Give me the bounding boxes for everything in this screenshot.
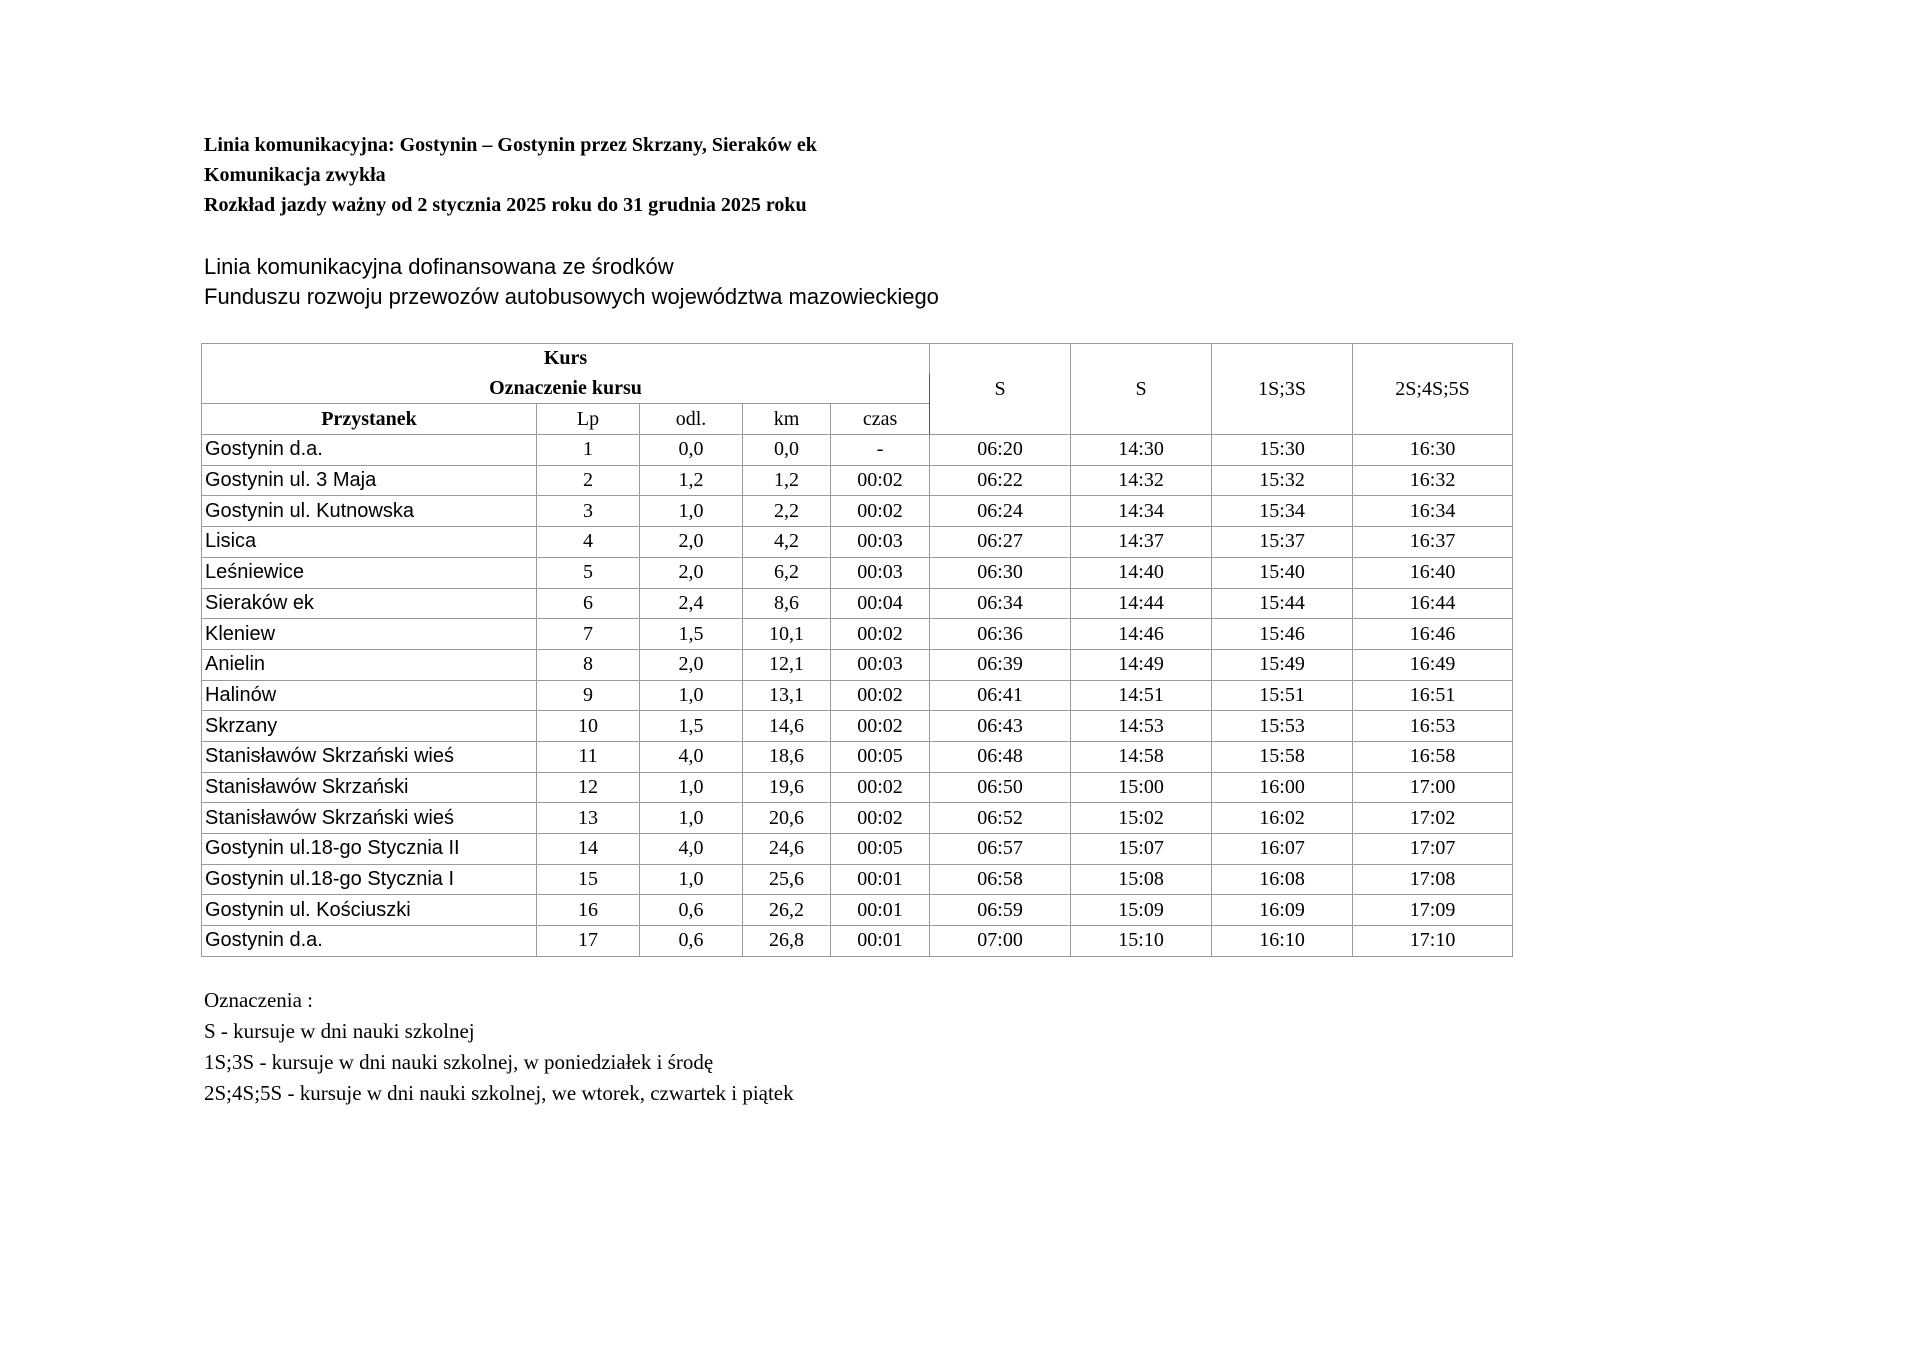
table-row — [202, 619, 1513, 650]
departure-time: 14:53 — [1071, 711, 1212, 742]
legend-item: S - kursuje w dni nauki szkolnej — [204, 1019, 475, 1043]
distance-column-header: odl. — [640, 404, 743, 435]
departure-time: 15:32 — [1212, 465, 1353, 496]
departure-time: 16:07 — [1212, 834, 1353, 865]
segment-time: 00:02 — [831, 772, 930, 803]
segment-time: 00:02 — [831, 803, 930, 834]
departure-time: 06:50 — [930, 772, 1071, 803]
departure-time: 16:53 — [1353, 711, 1513, 742]
departure-time: 15:09 — [1071, 895, 1212, 926]
departure-time: 17:09 — [1353, 895, 1513, 926]
departure-time: 15:30 — [1212, 435, 1353, 466]
segment-distance: 0,6 — [640, 926, 743, 957]
header-row-kurs — [202, 344, 1513, 374]
segment-distance: 1,0 — [640, 772, 743, 803]
cumulative-km: 24,6 — [743, 834, 831, 865]
stop-number: 15 — [537, 864, 640, 895]
departure-time: 14:51 — [1071, 680, 1212, 711]
funding-line-1: Linia komunikacyjna dofinansowana ze środków — [204, 254, 674, 279]
course-designation-label: Oznaczenie kursu — [202, 374, 930, 404]
kurs-label: Kurs — [202, 344, 930, 374]
stop-number: 5 — [537, 557, 640, 588]
table-row — [202, 557, 1513, 588]
table-row — [202, 465, 1513, 496]
departure-time: 16:58 — [1353, 741, 1513, 772]
departure-time: 15:49 — [1212, 649, 1353, 680]
departure-time: 17:08 — [1353, 864, 1513, 895]
departure-time: 16:51 — [1353, 680, 1513, 711]
departure-time: 06:58 — [930, 864, 1071, 895]
departure-time: 15:44 — [1212, 588, 1353, 619]
stop-name: Kleniew — [202, 619, 537, 650]
table-row — [202, 864, 1513, 895]
segment-time: 00:02 — [831, 496, 930, 527]
departure-time: 16:44 — [1353, 588, 1513, 619]
stop-number: 2 — [537, 465, 640, 496]
cumulative-km: 6,2 — [743, 557, 831, 588]
segment-distance: 1,5 — [640, 619, 743, 650]
departure-time: 16:30 — [1353, 435, 1513, 466]
segment-time: 00:03 — [831, 527, 930, 558]
segment-time: 00:01 — [831, 864, 930, 895]
departure-time: 14:44 — [1071, 588, 1212, 619]
departure-time: 06:30 — [930, 557, 1071, 588]
stop-name: Gostynin ul. Kutnowska — [202, 496, 537, 527]
stop-name: Gostynin ul.18-go Stycznia I — [202, 864, 537, 895]
departure-time: 16:37 — [1353, 527, 1513, 558]
departure-time: 16:46 — [1353, 619, 1513, 650]
table-row — [202, 649, 1513, 680]
stop-name: Gostynin ul. Kościuszki — [202, 895, 537, 926]
departure-time: 15:51 — [1212, 680, 1353, 711]
stop-name: Skrzany — [202, 711, 537, 742]
table-row — [202, 435, 1513, 466]
course-header: 2S;4S;5S — [1353, 344, 1513, 435]
legend-item: 1S;3S - kursuje w dni nauki szkolnej, w poniedziałek i środę — [204, 1050, 714, 1074]
stop-number: 6 — [537, 588, 640, 619]
stop-name: Lisica — [202, 527, 537, 558]
stop-number: 16 — [537, 895, 640, 926]
departure-time: 06:43 — [930, 711, 1071, 742]
segment-distance: 2,0 — [640, 649, 743, 680]
cumulative-km: 2,2 — [743, 496, 831, 527]
cumulative-km: 20,6 — [743, 803, 831, 834]
segment-distance: 2,0 — [640, 527, 743, 558]
segment-distance: 4,0 — [640, 834, 743, 865]
departure-time: 15:58 — [1212, 741, 1353, 772]
segment-time: - — [831, 435, 930, 466]
stop-name: Stanisławów Skrzański — [202, 772, 537, 803]
stop-name: Sieraków ek — [202, 588, 537, 619]
segment-time: 00:05 — [831, 741, 930, 772]
cumulative-km: 8,6 — [743, 588, 831, 619]
stop-number: 14 — [537, 834, 640, 865]
departure-time: 15:53 — [1212, 711, 1353, 742]
departure-time: 14:40 — [1071, 557, 1212, 588]
stop-name: Leśniewice — [202, 557, 537, 588]
departure-time: 07:00 — [930, 926, 1071, 957]
cumulative-km: 12,1 — [743, 649, 831, 680]
segment-time: 00:02 — [831, 680, 930, 711]
departure-time: 06:48 — [930, 741, 1071, 772]
cumulative-km: 18,6 — [743, 741, 831, 772]
table-row — [202, 895, 1513, 926]
table-row — [202, 588, 1513, 619]
departure-time: 14:37 — [1071, 527, 1212, 558]
cumulative-km: 14,6 — [743, 711, 831, 742]
stop-number: 7 — [537, 619, 640, 650]
segment-distance: 1,2 — [640, 465, 743, 496]
legend-title: Oznaczenia : — [204, 988, 314, 1012]
cumulative-km: 0,0 — [743, 435, 831, 466]
departure-time: 06:59 — [930, 895, 1071, 926]
line-title: Linia komunikacyjna: Gostynin – Gostynin przez Skrzany, Sieraków ek — [204, 134, 817, 156]
departure-time: 06:22 — [930, 465, 1071, 496]
stop-number: 1 — [537, 435, 640, 466]
departure-time: 16:09 — [1212, 895, 1353, 926]
course-header: S — [1071, 344, 1212, 435]
stop-number: 17 — [537, 926, 640, 957]
segment-time: 00:01 — [831, 926, 930, 957]
segment-distance: 1,0 — [640, 680, 743, 711]
departure-time: 15:00 — [1071, 772, 1212, 803]
departure-time: 06:20 — [930, 435, 1071, 466]
segment-time: 00:02 — [831, 619, 930, 650]
segment-time: 00:01 — [831, 895, 930, 926]
table-row — [202, 741, 1513, 772]
departure-time: 14:32 — [1071, 465, 1212, 496]
segment-distance: 1,0 — [640, 496, 743, 527]
segment-time: 00:05 — [831, 834, 930, 865]
stop-column-header: Przystanek — [202, 404, 537, 435]
timetable — [201, 343, 1513, 957]
stop-number: 9 — [537, 680, 640, 711]
departure-time: 14:34 — [1071, 496, 1212, 527]
departure-time: 06:27 — [930, 527, 1071, 558]
document-header — [204, 130, 817, 220]
departure-time: 06:41 — [930, 680, 1071, 711]
cumulative-km: 25,6 — [743, 864, 831, 895]
departure-time: 16:49 — [1353, 649, 1513, 680]
departure-time: 15:46 — [1212, 619, 1353, 650]
departure-time: 06:57 — [930, 834, 1071, 865]
departure-time: 16:00 — [1212, 772, 1353, 803]
table-row — [202, 926, 1513, 957]
segment-time: 00:03 — [831, 649, 930, 680]
stop-number: 12 — [537, 772, 640, 803]
segment-distance: 4,0 — [640, 741, 743, 772]
course-header: 1S;3S — [1212, 344, 1353, 435]
departure-time: 06:52 — [930, 803, 1071, 834]
cumulative-km: 19,6 — [743, 772, 831, 803]
stop-number: 3 — [537, 496, 640, 527]
stop-name: Gostynin d.a. — [202, 435, 537, 466]
segment-distance: 2,0 — [640, 557, 743, 588]
departure-time: 14:58 — [1071, 741, 1212, 772]
departure-time: 16:32 — [1353, 465, 1513, 496]
departure-time: 15:07 — [1071, 834, 1212, 865]
departure-time: 17:10 — [1353, 926, 1513, 957]
segment-time: 00:03 — [831, 557, 930, 588]
table-row — [202, 803, 1513, 834]
departure-time: 15:02 — [1071, 803, 1212, 834]
segment-time: 00:04 — [831, 588, 930, 619]
stop-number: 10 — [537, 711, 640, 742]
stop-name: Stanisławów Skrzański wieś — [202, 803, 537, 834]
cumulative-km: 13,1 — [743, 680, 831, 711]
lp-column-header: Lp — [537, 404, 640, 435]
departure-time: 16:08 — [1212, 864, 1353, 895]
stop-name: Gostynin d.a. — [202, 926, 537, 957]
table-row — [202, 680, 1513, 711]
km-column-header: km — [743, 404, 831, 435]
segment-distance: 0,0 — [640, 435, 743, 466]
departure-time: 06:36 — [930, 619, 1071, 650]
stop-number: 8 — [537, 649, 640, 680]
stop-number: 13 — [537, 803, 640, 834]
cumulative-km: 4,2 — [743, 527, 831, 558]
departure-time: 06:34 — [930, 588, 1071, 619]
departure-time: 14:46 — [1071, 619, 1212, 650]
departure-time: 06:39 — [930, 649, 1071, 680]
segment-distance: 0,6 — [640, 895, 743, 926]
validity-period: Rozkład jazdy ważny od 2 stycznia 2025 roku do 31 grudnia 2025 roku — [204, 194, 807, 216]
cumulative-km: 1,2 — [743, 465, 831, 496]
time-column-header: czas — [831, 404, 930, 435]
departure-time: 15:40 — [1212, 557, 1353, 588]
departure-time: 15:34 — [1212, 496, 1353, 527]
cumulative-km: 10,1 — [743, 619, 831, 650]
departure-time: 14:49 — [1071, 649, 1212, 680]
departure-time: 15:08 — [1071, 864, 1212, 895]
stop-number: 11 — [537, 741, 640, 772]
segment-time: 00:02 — [831, 711, 930, 742]
funding-note — [204, 252, 939, 312]
table-row — [202, 772, 1513, 803]
departure-time: 16:02 — [1212, 803, 1353, 834]
segment-distance: 1,5 — [640, 711, 743, 742]
departure-time: 15:10 — [1071, 926, 1212, 957]
departure-time: 17:00 — [1353, 772, 1513, 803]
service-type: Komunikacja zwykła — [204, 164, 386, 186]
cumulative-km: 26,8 — [743, 926, 831, 957]
stop-name: Gostynin ul. 3 Maja — [202, 465, 537, 496]
segment-distance: 1,0 — [640, 864, 743, 895]
departure-time: 15:37 — [1212, 527, 1353, 558]
departure-time: 16:34 — [1353, 496, 1513, 527]
cumulative-km: 26,2 — [743, 895, 831, 926]
table-row — [202, 834, 1513, 865]
legend-item: 2S;4S;5S - kursuje w dni nauki szkolnej, we wtorek, czwartek i piątek — [204, 1081, 794, 1105]
funding-line-2: Funduszu rozwoju przewozów autobusowych województwa mazowieckiego — [204, 284, 939, 309]
departure-time: 14:30 — [1071, 435, 1212, 466]
stop-name: Gostynin ul.18-go Stycznia II — [202, 834, 537, 865]
segment-time: 00:02 — [831, 465, 930, 496]
departure-time: 17:07 — [1353, 834, 1513, 865]
legend — [204, 985, 794, 1109]
segment-distance: 2,4 — [640, 588, 743, 619]
departure-time: 17:02 — [1353, 803, 1513, 834]
stop-name: Halinów — [202, 680, 537, 711]
stop-name: Anielin — [202, 649, 537, 680]
stop-name: Stanisławów Skrzański wieś — [202, 741, 537, 772]
table-row — [202, 496, 1513, 527]
departure-time: 16:10 — [1212, 926, 1353, 957]
stop-number: 4 — [537, 527, 640, 558]
table-row — [202, 527, 1513, 558]
table-row — [202, 711, 1513, 742]
departure-time: 06:24 — [930, 496, 1071, 527]
segment-distance: 1,0 — [640, 803, 743, 834]
course-header: S — [930, 344, 1071, 435]
departure-time: 16:40 — [1353, 557, 1513, 588]
